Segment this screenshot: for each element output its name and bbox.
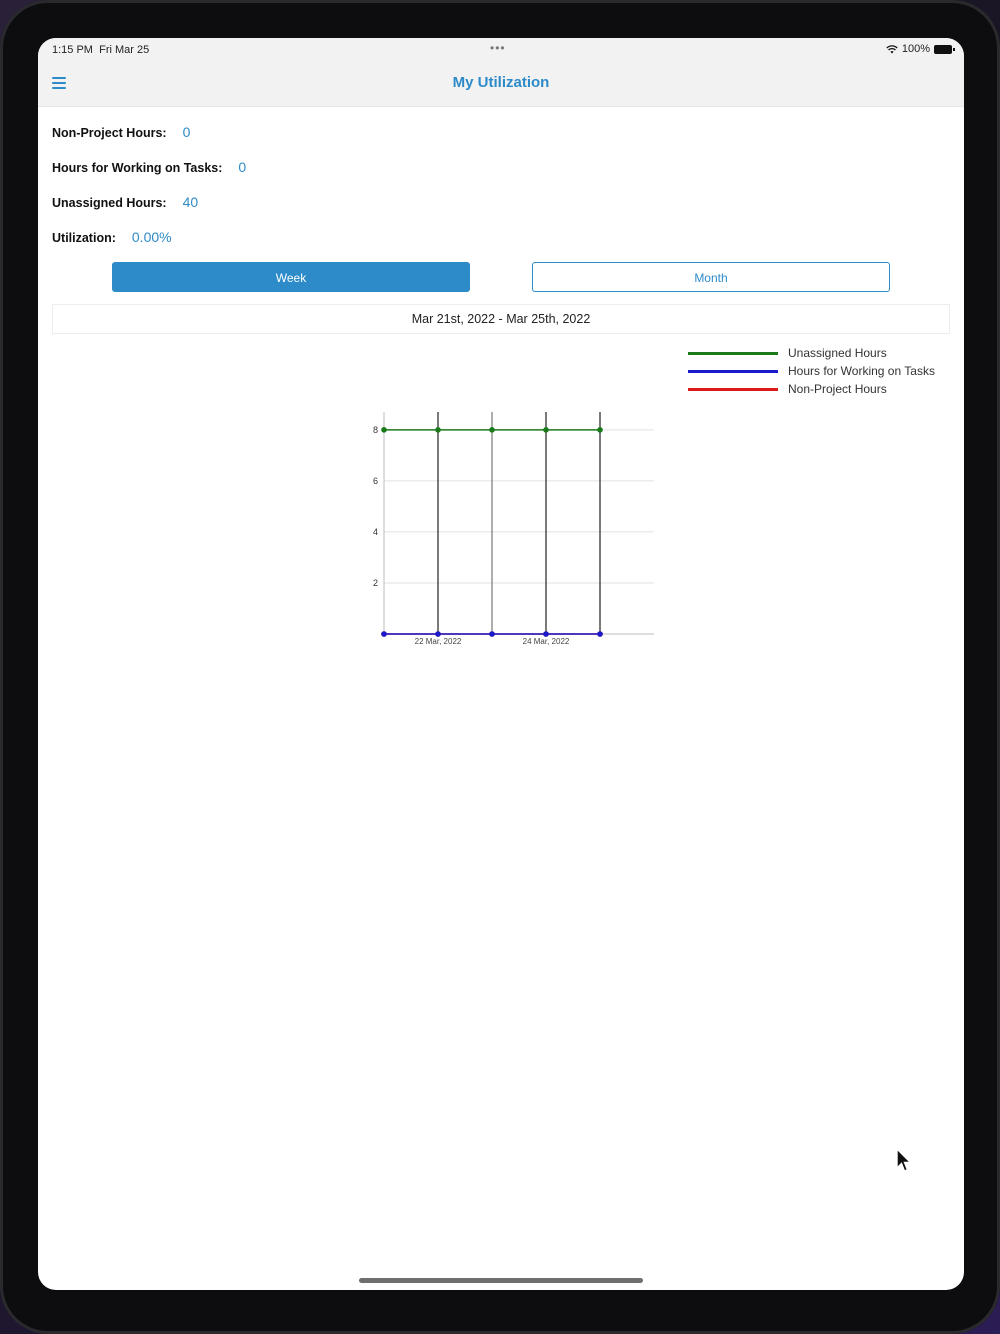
status-date: Fri Mar 25 [99, 44, 150, 56]
data-point [543, 631, 549, 637]
data-point [543, 427, 549, 433]
legend-label-unassigned: Unassigned Hours [788, 346, 887, 360]
unassigned-hours-label: Unassigned Hours: [52, 196, 167, 210]
month-button[interactable]: Month [532, 262, 890, 292]
data-point [435, 427, 441, 433]
status-right [886, 43, 952, 55]
page-title: My Utilization [452, 74, 550, 91]
data-point [597, 427, 603, 433]
unassigned-hours-value: 40 [182, 194, 199, 210]
status-time-date [52, 44, 149, 56]
data-point [381, 427, 387, 433]
legend-swatch-working-tasks [688, 370, 778, 373]
legend-swatch-unassigned [688, 352, 778, 355]
data-point [489, 427, 495, 433]
utilization-label: Utilization: [52, 231, 116, 245]
utilization-line-chart [358, 404, 658, 654]
data-point [435, 631, 441, 637]
data-point [381, 631, 387, 637]
utilization-value: 0.00% [131, 229, 172, 245]
legend-item-unassigned [688, 344, 935, 362]
battery-percent: 100% [901, 43, 930, 55]
multitasking-dots-icon[interactable]: ••• [490, 41, 506, 55]
y-tick-label: 4 [372, 526, 378, 537]
home-indicator[interactable] [359, 1278, 643, 1283]
app-screen [38, 38, 964, 1290]
chart-legend [688, 344, 935, 398]
utilization-row [52, 229, 172, 245]
y-tick-label: 2 [372, 577, 378, 588]
x-tick-label: 24 Mar, 2022 [522, 637, 570, 646]
non-project-hours-label: Non-Project Hours: [52, 126, 167, 140]
data-point [489, 631, 495, 637]
wifi-icon [886, 45, 898, 54]
non-project-hours-row [52, 124, 190, 140]
working-tasks-hours-row [52, 159, 246, 175]
legend-swatch-non-project [688, 388, 778, 391]
battery-icon [934, 45, 952, 54]
x-tick-label: 22 Mar, 2022 [414, 637, 462, 646]
status-bar [38, 38, 964, 62]
unassigned-hours-row [52, 194, 198, 210]
navigation-bar [38, 62, 964, 107]
status-time: 1:15 PM [52, 44, 93, 56]
week-button[interactable]: Week [112, 262, 470, 292]
mouse-pointer-icon [895, 1148, 913, 1174]
legend-item-non-project [688, 380, 935, 398]
data-point [597, 631, 603, 637]
legend-item-working-tasks [688, 362, 935, 380]
legend-label-working-tasks: Hours for Working on Tasks [788, 364, 935, 378]
working-tasks-hours-value: 0 [238, 159, 247, 175]
date-range-label: Mar 21st, 2022 - Mar 25th, 2022 [52, 304, 950, 334]
y-tick-label: 8 [372, 424, 378, 435]
working-tasks-hours-label: Hours for Working on Tasks: [52, 161, 223, 175]
non-project-hours-value: 0 [182, 124, 191, 140]
y-tick-label: 6 [372, 475, 378, 486]
legend-label-non-project: Non-Project Hours [788, 382, 887, 396]
